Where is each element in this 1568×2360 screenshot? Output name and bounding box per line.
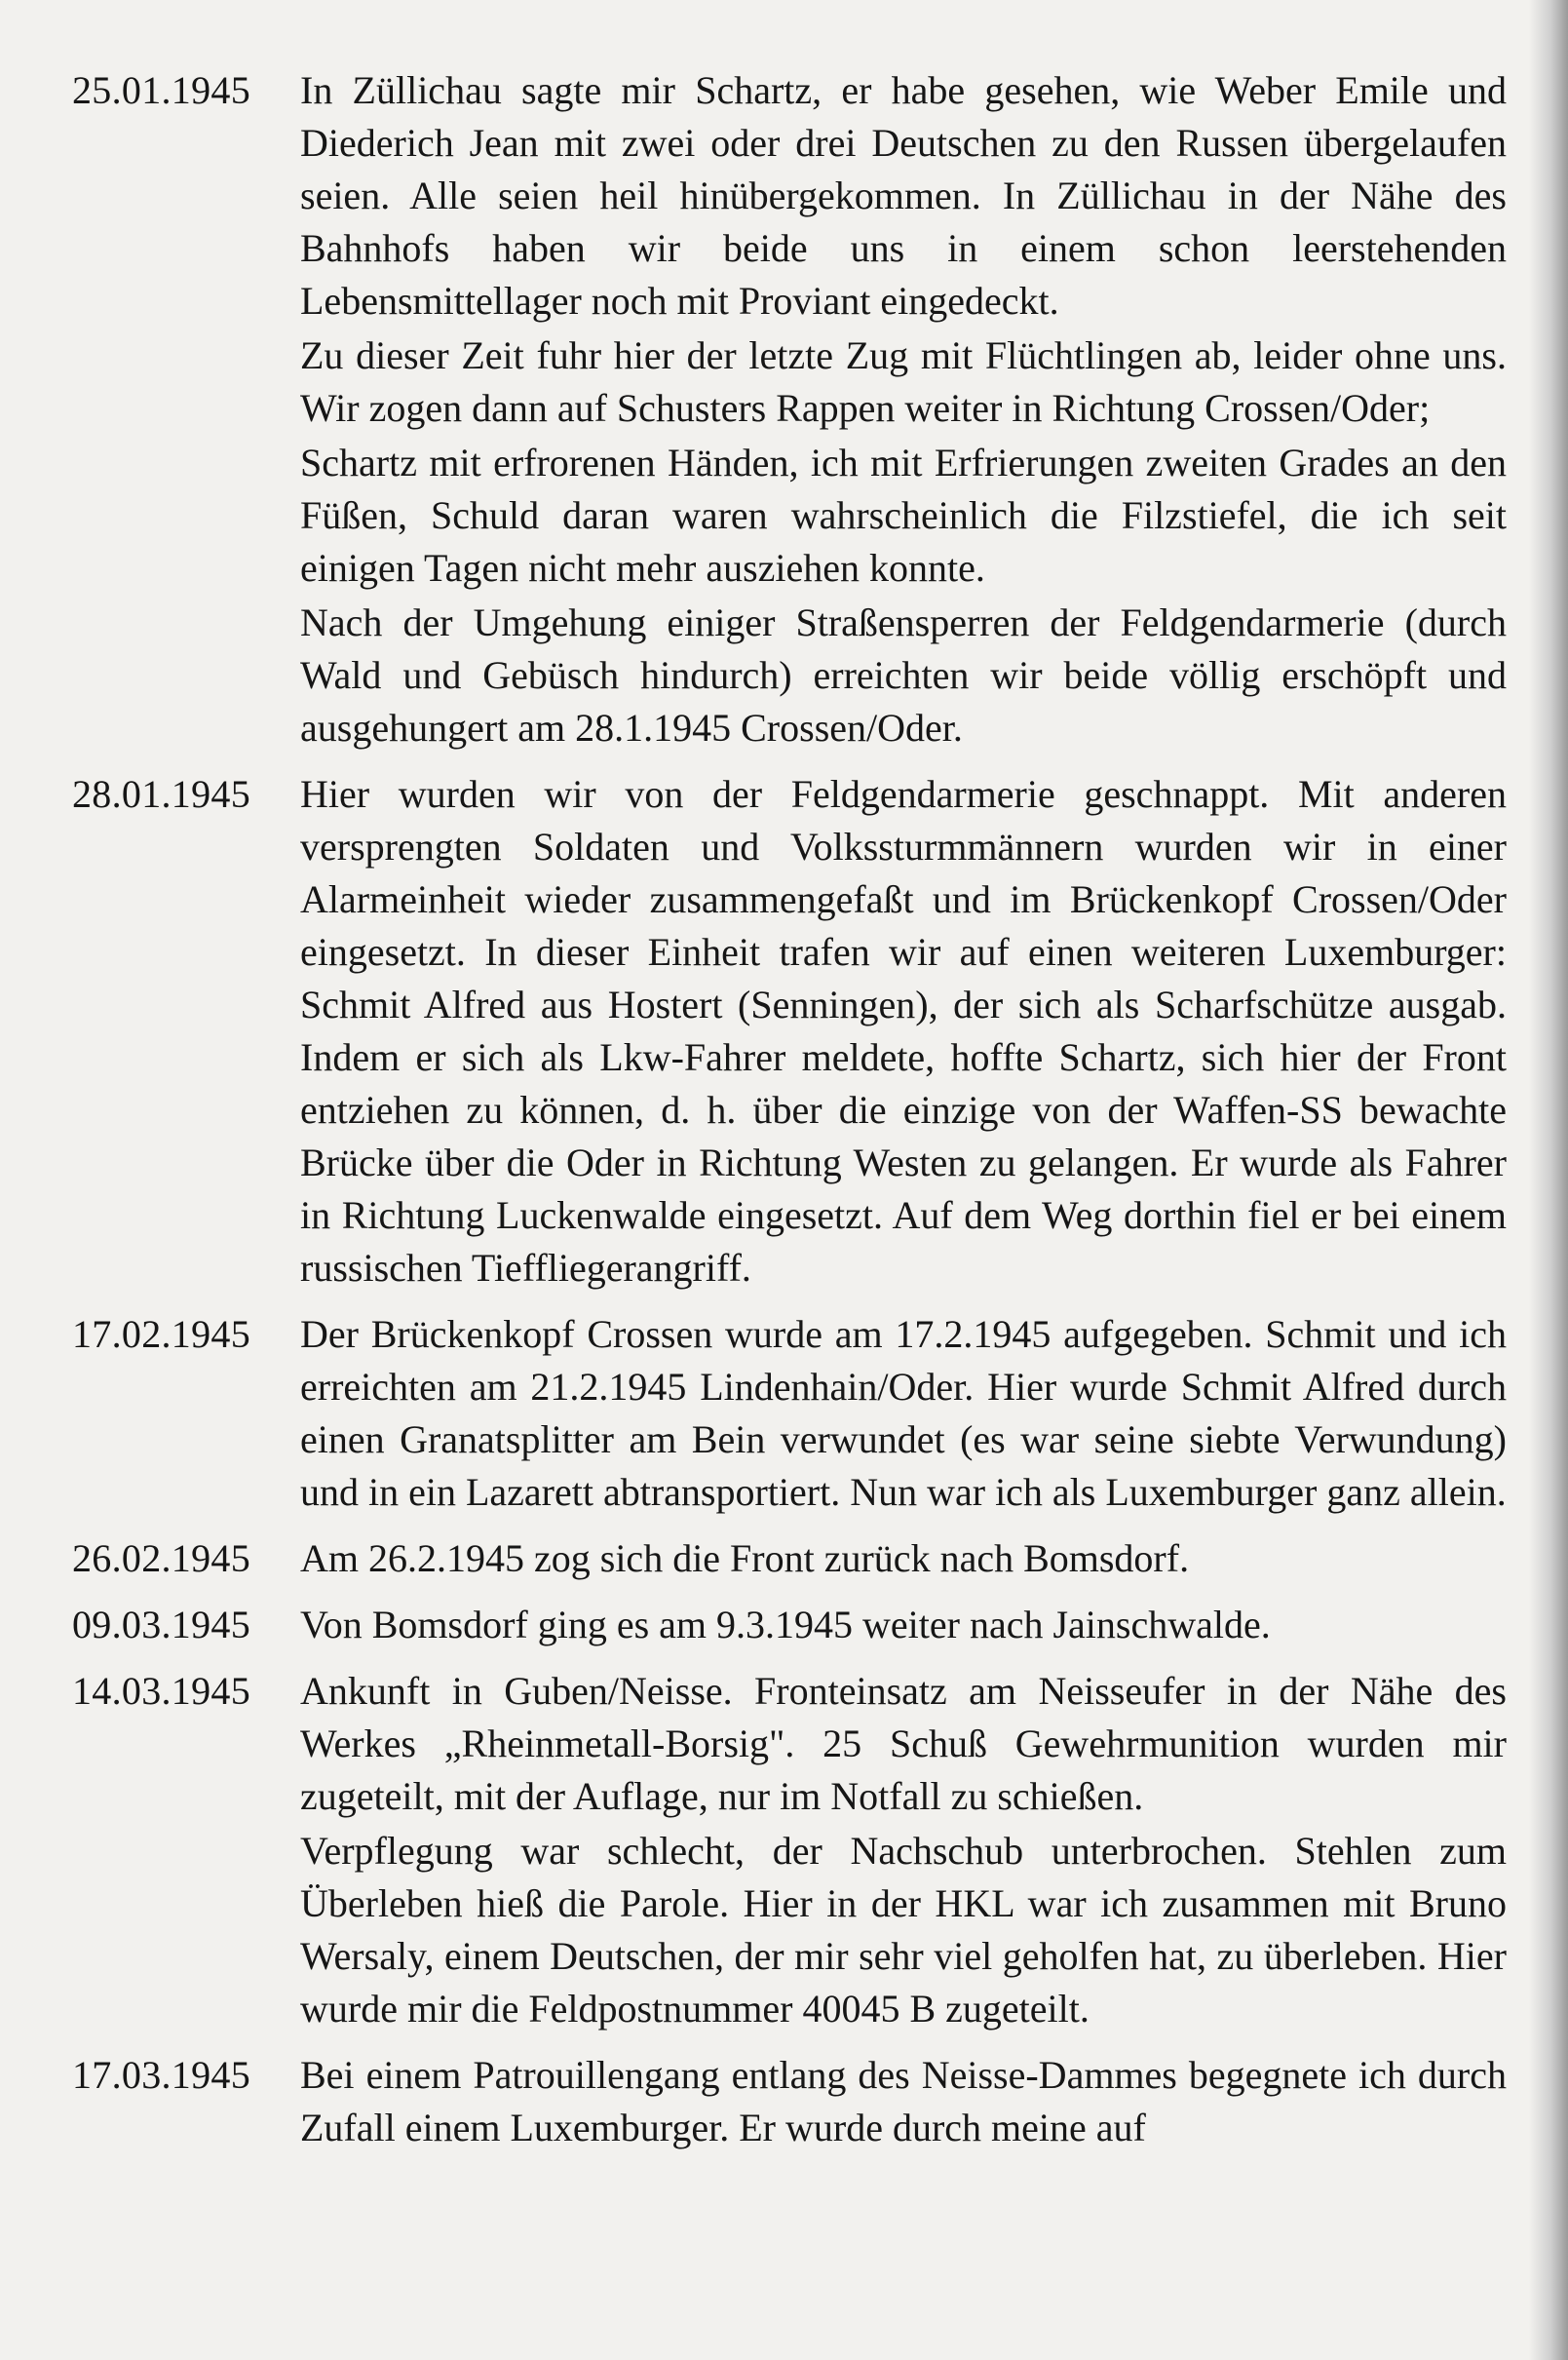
entry-text xyxy=(300,1308,1507,1521)
diary-entry xyxy=(72,64,1507,756)
entry-paragraph: Am 26.2.1945 zog sich die Front zurück nach Bomsdorf. xyxy=(300,1536,1190,1580)
diary-entry xyxy=(72,768,1507,1296)
entry-paragraph: Von Bomsdorf ging es am 9.3.1945 weiter nach Jainschwalde. xyxy=(300,1603,1271,1646)
entry-date: 26.02.1945 xyxy=(72,1536,250,1580)
entry-paragraph: Der Brückenkopf Crossen wurde am 17.2.1945 aufgegeben. Schmit und ich erreichten am 21.2.1945 Lindenhain/Oder. Hier wurde Schmit Alfred durch einen Granatsplitter am Bein verwundet (es war seine siebte Verwundung) und in ein Lazarett abtransportiert. Nun war ich als Luxemburger ganz allein. xyxy=(300,1312,1507,1514)
diary-entry xyxy=(72,1308,1507,1521)
entry-paragraph: Bei einem Patrouillengang entlang des Neisse-Dammes begegnete ich durch Zufall einem Luxemburger. Er wurde durch meine auf xyxy=(300,2053,1507,2149)
diary-entry xyxy=(72,1665,1507,2037)
entry-paragraph: Nach der Umgehung einiger Straßensperren der Feldgendarmerie (durch Wald und Gebüsch hindurch) erreichten wir beide völlig erschöpft und ausgehungert am 28.1.1945 Crossen/Oder. xyxy=(300,600,1507,750)
diary-entry xyxy=(72,1599,1507,1653)
diary-entry xyxy=(72,2049,1507,2156)
entry-date: 17.02.1945 xyxy=(72,1312,250,1356)
entry-text xyxy=(300,1532,1507,1587)
entry-date: 28.01.1945 xyxy=(72,772,250,816)
entry-text xyxy=(300,2049,1507,2156)
entry-text xyxy=(300,1665,1507,2037)
diary-entry xyxy=(72,1532,1507,1587)
diary-page xyxy=(72,64,1507,2168)
page-edge-shadow xyxy=(1529,0,1568,2360)
entry-text xyxy=(300,64,1507,756)
entry-paragraph: Verpflegung war schlecht, der Nachschub unterbrochen. Stehlen zum Überleben hieß die Parole. Hier in der HKL war ich zusammen mit Bruno Wersaly, einem Deutschen, der mir sehr viel geholfen hat, zu überleben. Hier wurde mir die Feldpostnummer 40045 B zugeteilt. xyxy=(300,1829,1507,2031)
entry-text xyxy=(300,768,1507,1296)
entry-paragraph: Hier wurden wir von der Feldgendarmerie geschnappt. Mit anderen versprengten Soldaten und Volkssturmmännern wurden wir in einer Alarmeinheit wieder zusammengefaßt und im Brückenkopf Crossen/Oder eingesetzt. In dieser Einheit trafen wir auf einen weiteren Luxemburger: Schmit Alfred aus Hostert (Senningen), der sich als Scharfschütze ausgab. Indem er sich als Lkw-Fahrer meldete, hoffte Schartz, sich hier der Front entziehen zu können, d. h. über die einzige von der Waffen-SS bewachte Brücke über die Oder in Richtung Westen zu gelangen. Er wurde als Fahrer in Richtung Luckenwalde eingesetzt. Auf dem Weg dorthin fiel er bei einem russischen Tieffliegerangriff. xyxy=(300,772,1507,1290)
entry-text xyxy=(300,1599,1507,1653)
entry-date: 17.03.1945 xyxy=(72,2053,250,2097)
entry-paragraph: Ankunft in Guben/Neisse. Fronteinsatz am Neisseufer in der Nähe des Werkes „Rheinmetall-Borsig". 25 Schuß Gewehrmunition wurden mir zugeteilt, mit der Auflage, nur im Notfall zu schießen. xyxy=(300,1669,1507,1818)
entry-paragraph: In Züllichau sagte mir Schartz, er habe gesehen, wie Weber Emile und Diederich Jean mit zwei oder drei Deutschen zu den Russen übergelaufen seien. Alle seien heil hinübergekommen. In Züllichau in der Nähe des Bahnhofs haben wir beide uns in einem schon leerstehenden Lebensmittellager noch mit Proviant eingedeckt. xyxy=(300,68,1507,323)
entry-date: 25.01.1945 xyxy=(72,68,250,112)
entry-paragraph: Schartz mit erfrorenen Händen, ich mit Erfrierungen zweiten Grades an den Füßen, Schuld daran waren wahrscheinlich die Filzstiefel, die ich seit einigen Tagen nicht mehr ausziehen konnte. xyxy=(300,441,1507,590)
entry-date: 09.03.1945 xyxy=(72,1603,250,1646)
entry-date: 14.03.1945 xyxy=(72,1669,250,1713)
entry-paragraph: Zu dieser Zeit fuhr hier der letzte Zug mit Flüchtlingen ab, leider ohne uns. Wir zogen dann auf Schusters Rappen weiter in Richtung Crossen/Oder; xyxy=(300,333,1507,430)
